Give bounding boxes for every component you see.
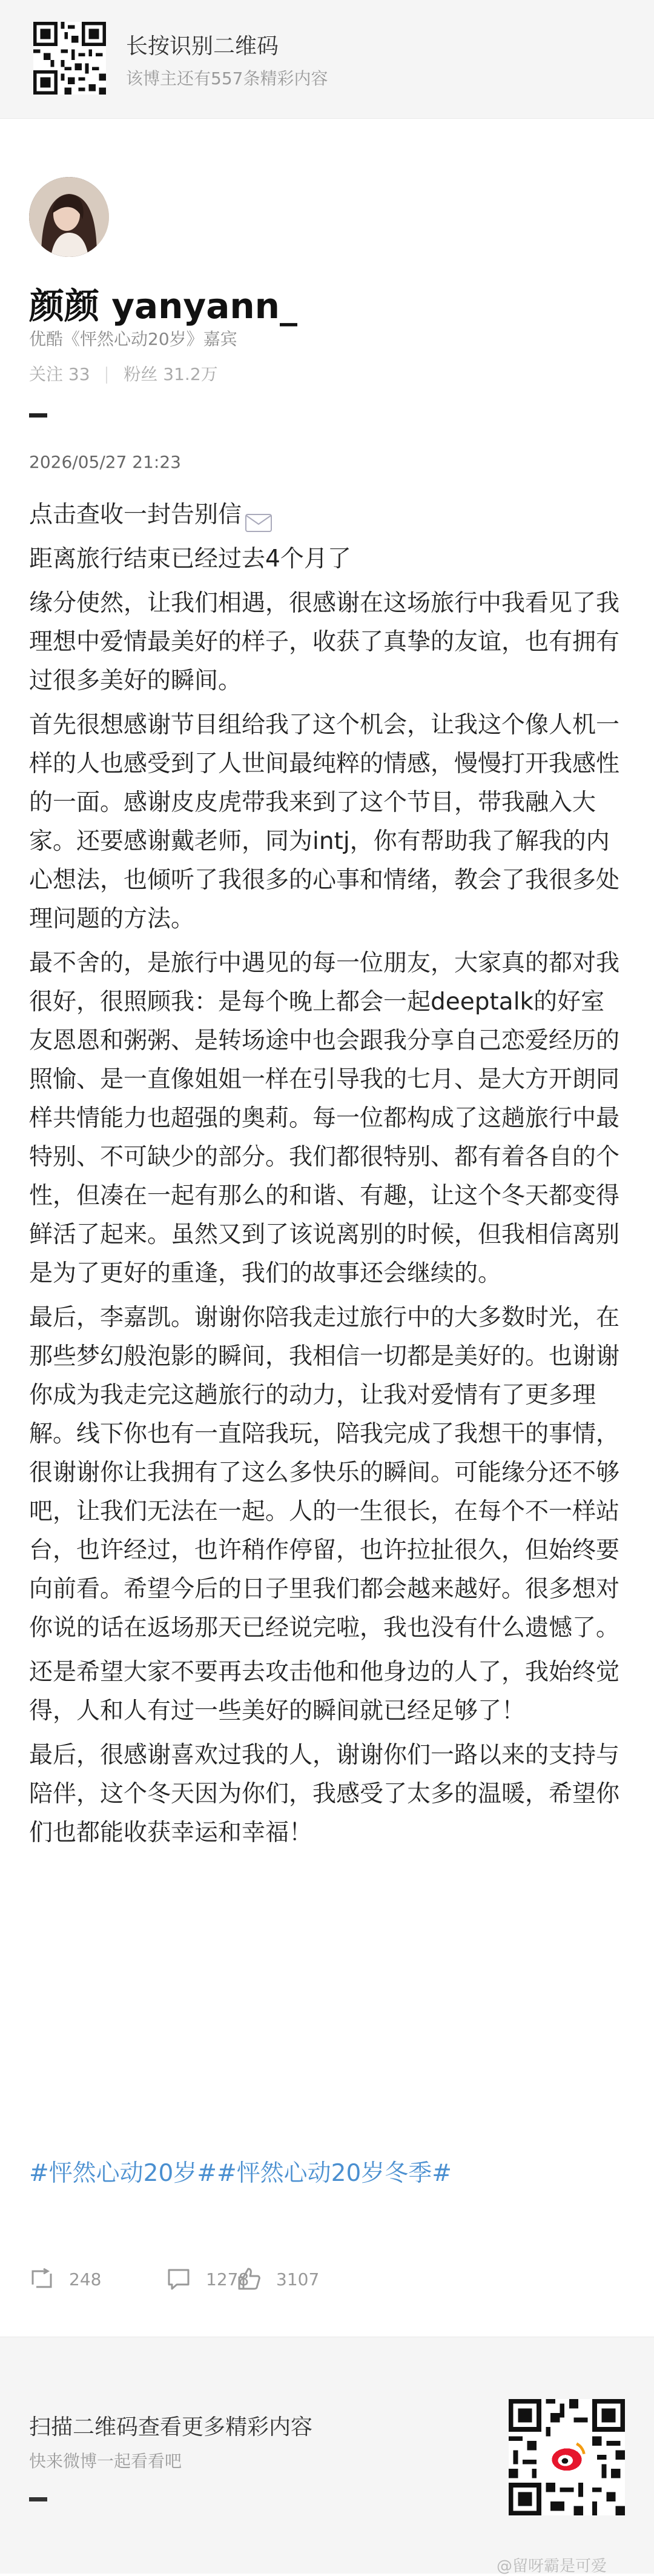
repost-count: 248 (69, 2269, 102, 2289)
qr-code-icon[interactable] (33, 22, 106, 95)
hashtag-links[interactable]: #怦然心动20岁##怦然心动20岁冬季# (29, 2160, 452, 2187)
like-button[interactable] (236, 2266, 319, 2292)
post-paragraph: 还是希望大家不要再去攻击他和他身边的人了，我始终觉得，人和人有过一些美好的瞬间就已经足够了！ (29, 1659, 620, 1725)
profile-stats (29, 361, 218, 385)
post-paragraph: 最不舍的，是旅行中遇见的每一位朋友，大家真的都对我很好，很照顾我：是每个晚上都会一起deeptalk的好室友恩恩和粥粥、是转场途中也会跟我分享自己恋爱经历的照愉、是一直像姐姐一样在引导我的七月、是大方开朗同样共情能力也超强的奥莉。每一位都构成了这趟旅行中最特别、不可缺少的部分。我们都很特别、都有着各自的个性，但凑在一起有那么的和谐、有趣，让这个冬天都变得鲜活了起来。虽然又到了该说离别的时候，但我相信离别是为了更好的重逢，我们的故事还会继续的。 (29, 950, 620, 1287)
banner-title: 长按识别二维码 (126, 34, 279, 59)
like-icon (236, 2266, 262, 2292)
fans-label: 粉丝 (124, 364, 158, 384)
comment-count: 1278 (206, 2269, 249, 2289)
follow-label: 关注 (29, 364, 64, 384)
follow-count[interactable]: 33 (68, 364, 90, 384)
divider-bar (29, 413, 47, 418)
comment-icon (166, 2266, 191, 2292)
verification-text: 优酷《怦然心动20岁》嘉宾 (29, 329, 237, 349)
paragraph-text: 点击查收一封告别信 (29, 501, 242, 528)
envelope-icon (245, 505, 272, 524)
post-paragraph: 距离旅行结束已经过去4个月了 (29, 545, 351, 573)
stats-divider (106, 367, 107, 384)
banner-subtitle: 该博主还有557条精彩内容 (126, 68, 328, 88)
post-paragraph (29, 496, 625, 534)
footer-divider (29, 2497, 47, 2501)
weibo-qr-code-icon[interactable] (509, 2399, 625, 2515)
footer-panel (0, 2337, 654, 2574)
post-content (29, 496, 625, 1858)
post-paragraph: 最后，很感谢喜欢过我的人，谢谢你们一路以来的支持与陪伴，这个冬天因为你们，我感受了太多的温暖，希望你们也都能收获幸运和幸福！ (29, 1742, 620, 1846)
avatar-image (29, 177, 109, 257)
footer-subtitle: 快来微博一起看看吧 (29, 2451, 182, 2471)
username[interactable]: 颜颜 yanyann_ (29, 285, 297, 327)
qr-banner[interactable] (0, 0, 654, 119)
avatar[interactable] (29, 177, 109, 257)
post-paragraph: 缘分使然，让我们相遇，很感谢在这场旅行中我看见了我理想中爱情最美好的样子，收获了真挚的友谊，也有拥有过很多美好的瞬间。 (29, 590, 620, 694)
watermark-text: @留呀霸是可爱 (497, 2557, 607, 2575)
post-timestamp: 2026/05/27 21:23 (29, 452, 181, 472)
post-paragraph: 首先很想感谢节目组给我了这个机会，让我这个像人机一样的人也感受到了人世间最纯粹的情感，慢慢打开我感性的一面。感谢皮皮虎带我来到了这个节目，带我融入大家。还要感谢戴老师，同为intj，你有帮助我了解我的内心想法，也倾听了我很多的心事和情绪，教会了我很多处理问题的方法。 (29, 711, 620, 933)
like-count: 3107 (276, 2269, 320, 2289)
fans-count[interactable]: 31.2万 (163, 364, 218, 384)
footer-title: 扫描二维码查看更多精彩内容 (29, 2415, 313, 2440)
repost-button[interactable] (29, 2266, 101, 2292)
repost-icon (29, 2266, 54, 2292)
post-paragraph: 最后，李嘉凯。谢谢你陪我走过旅行中的大多数时光，在那些梦幻般泡影的瞬间，我相信一切都是美好的。也谢谢你成为我走完这趟旅行的动力，让我对爱情有了更多理解。线下你也有一直陪我玩，陪我完成了我想干的事情，很谢谢你让我拥有了这么多快乐的瞬间。可能缘分还不够吧，让我们无法在一起。人的一生很长，在每个不一样站台，也许经过，也许稍作停留，也许拉扯很久，但始终要向前看。希望今后的日子里我们都会越来越好。很多想对你说的话在返场那天已经说完啦，我也没有什么遗憾了。 (29, 1304, 620, 1642)
